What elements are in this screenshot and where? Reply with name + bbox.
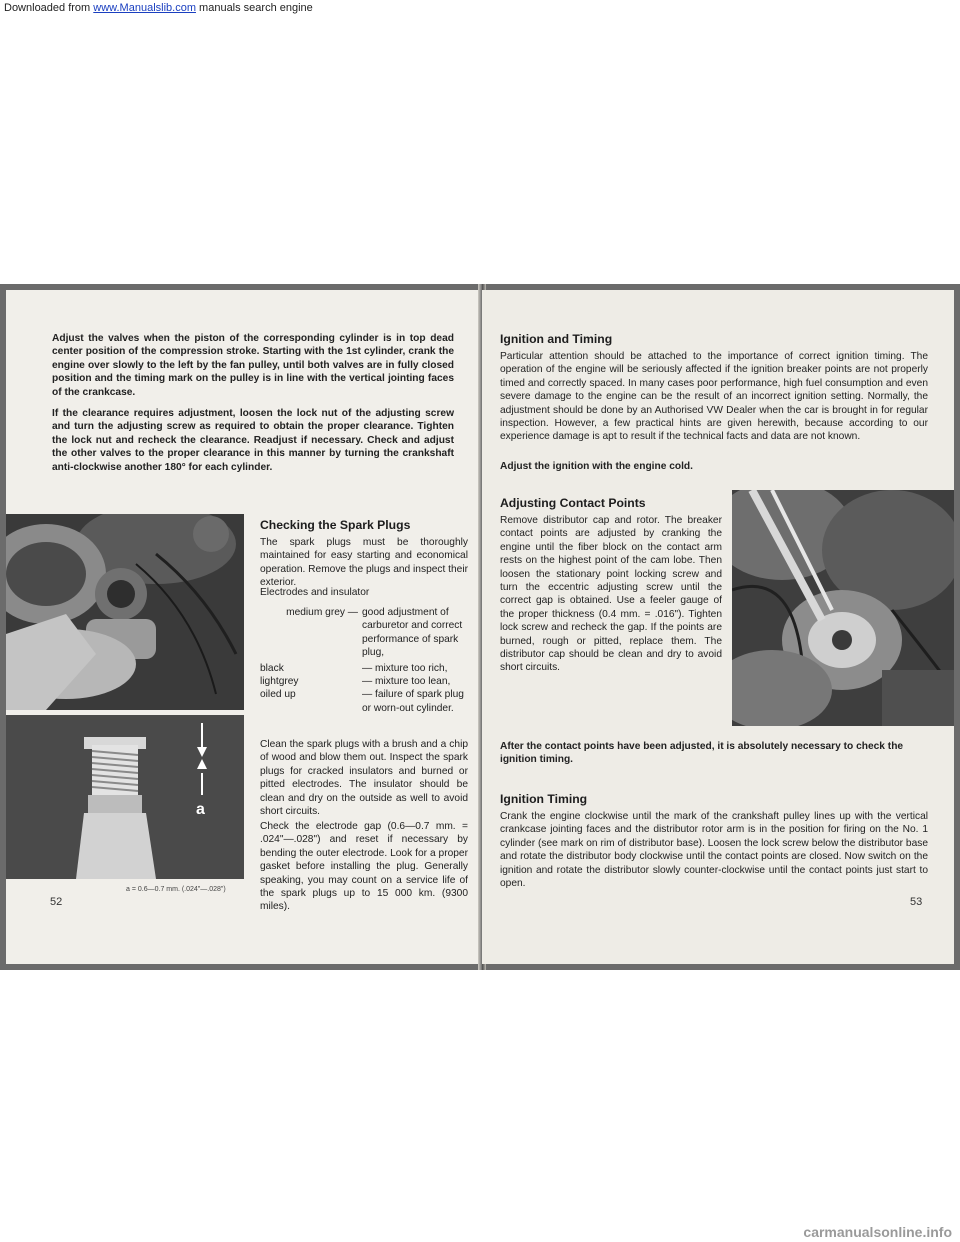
- valve-adjust-paragraph: Adjust the valves when the piston of the corresponding cylinder is in top dead center position of the compression stroke. Starting with the 1st cylinder, crank the engine over slowly to the left by the fan pulley, until both valves are in fully closed position and the timing mark on the pulley is in line with the vertical jointing faces of the crankcase.: [52, 333, 454, 398]
- electrode-gap-paragraph: Check the electrode gap (0.6—0.7 mm. = .024"—.028") and reset if necessary by bending the outer electrode. Look for a proper gasket before installing the plug. Generally speaking, you may count on a service life of the spark plugs up to 15 000 km. (9300 miles).: [260, 821, 468, 913]
- download-banner: [4, 2, 313, 14]
- condition-desc: good adjustment of carburetor and correct performance of spark plug,: [362, 607, 463, 659]
- condition-desc: — mixture too lean,: [362, 676, 451, 688]
- ignition-timing-heading: Ignition and Timing: [500, 332, 613, 346]
- spark-plugs-heading: Checking the Spark Plugs: [260, 518, 411, 532]
- spark-plug-photo: [6, 715, 244, 879]
- condition-desc: — failure of spark plug or worn-out cylinder.: [362, 689, 464, 714]
- manualslib-link[interactable]: www.Manualslib.com: [93, 2, 196, 14]
- condition-desc: — mixture too rich,: [362, 662, 448, 674]
- clearance-paragraph: If the clearance requires adjustment, loosen the lock nut of the adjusting screw and turn the adjusting screw as required to obtain the proper clearance. Tighten the lock nut and recheck the clearance. Readjust if necessary. Check and adjust the other valves to the proper clearance in this manner by turning the crankshaft anti-clockwise another 180° for each cylinder.: [52, 408, 454, 473]
- electrodes-intro: Electrodes and insulator: [260, 587, 370, 598]
- ignition-timing-subheading: Ignition Timing: [500, 792, 588, 806]
- contact-points-heading: Adjusting Contact Points: [500, 496, 646, 510]
- right-page: [482, 290, 954, 964]
- spark-plug-caption: a = 0.6—0.7 mm. (.024"—.028"): [126, 886, 226, 893]
- condition-term: lightgrey: [260, 676, 299, 688]
- banner-suffix: manuals search engine: [199, 2, 313, 14]
- ignition-timing-paragraph: Crank the engine clockwise until the mark of the crankshaft pulley lines up with the vertical crankcase jointing faces and the distributor rotor arm is in the position for firing on the No. 1 cylinder (see mark on rim of distributor base). Loosen the lock screw below the distributor base and rotate the distributor body clockwise until the contact points are closed. Now switch on the ignition and rotate the distributor slowly counter-clockwise until the contact points just start to open.: [500, 811, 928, 890]
- watermark: carmanualsonline.info: [803, 1224, 952, 1240]
- distributor-photo: [732, 490, 954, 726]
- footer: [0, 1222, 960, 1242]
- spark-intro-paragraph: The spark plugs must be thoroughly maintained for easy starting and economical operation. Remove the plugs and inspect their exterior.: [260, 537, 468, 589]
- condition-term: black: [260, 662, 284, 674]
- banner-prefix: Downloaded from: [4, 2, 91, 14]
- photo-label-a: a: [196, 801, 205, 818]
- condition-term: oiled up: [260, 689, 296, 701]
- condition-row: [260, 688, 470, 715]
- condition-row: [260, 606, 470, 660]
- condition-term: medium grey —: [286, 607, 358, 618]
- left-page: [6, 290, 481, 964]
- check-timing-warning: After the contact points have been adjusted, it is absolutely necessary to check the ignition timing.: [500, 741, 904, 766]
- clean-plugs-paragraph: Clean the spark plugs with a brush and a chip of wood and blow them out. Inspect the spark plugs for cracked insulators and burned or pitted electrodes. The insulator should be clean and dry on the outside as well to avoid short circuits.: [260, 739, 468, 818]
- engine-photo: [6, 514, 244, 710]
- page-number-left: 52: [50, 896, 63, 908]
- condition-row: [260, 675, 470, 688]
- ignition-intro-paragraph: Particular attention should be attached to the importance of correct ignition timing. The operation of the engine will be seriously affected if the ignition breaker points are not properly timed and correctly spaced. In many cases poor performance, high fuel consumption and even severe damage to the engine can be the result of an incorrect ignition setting. Normally, the adjustment should be done by an Authorised VW Dealer when the car is brought in for regular inspection. However, a few practical hints are given herewith, because according to our experience damage is apt to result if the technical facts and data are not known.: [500, 351, 928, 443]
- page-number-right: 53: [910, 896, 923, 908]
- book-spread: [0, 284, 960, 970]
- condition-row: [260, 662, 470, 675]
- engine-cold-note: Adjust the ignition with the engine cold.: [500, 461, 693, 472]
- plug-condition-list: [260, 606, 470, 715]
- contact-points-paragraph: Remove distributor cap and rotor. The breaker contact points are adjusted by cranking the engine until the fiber block on the contact arm rests on the highest point of the cam lobe. Then loosen the stationary point locking screw and turn the eccentric adjusting screw until the correct gap is obtained. Use a feeler gauge of the proper thickness (0.4 mm. = .016"). Tighten lock screw and recheck the gap. If the points are burned, rough or pitted, replace them. The distributor cap should be clean and dry to avoid short circuits.: [500, 515, 722, 674]
